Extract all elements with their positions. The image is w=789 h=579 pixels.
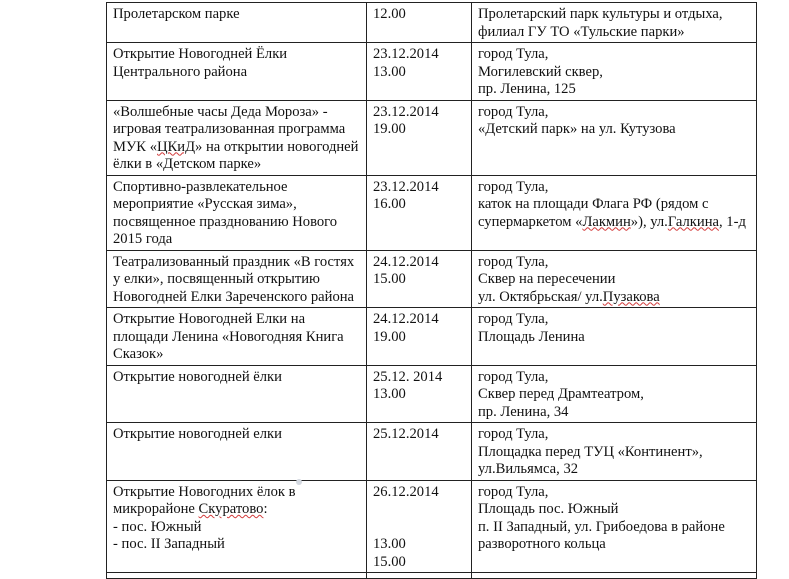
place-cell: город Тула, Могилевский сквер, пр. Ленина, 125 bbox=[472, 43, 757, 101]
events-table bbox=[106, 2, 757, 579]
event-cell: Спортивно-развлекательное мероприятие «Русская зима», посвященное празднованию Нового 2015 года bbox=[107, 175, 367, 250]
table-row bbox=[107, 365, 757, 423]
table-row bbox=[107, 100, 757, 175]
event-cell: Открытие Новогодней Елки на площади Ленина «Новогодняя Книга Сказок» bbox=[107, 308, 367, 366]
datetime-cell: 12.00 bbox=[367, 3, 472, 43]
spellcheck-mark: Скуратово bbox=[198, 501, 264, 517]
cell-empty bbox=[472, 573, 757, 579]
datetime-cell: 26.12.2014 13.00 15.00 bbox=[367, 480, 472, 573]
event-cell: Открытие Новогодней Ёлки Центрального района bbox=[107, 43, 367, 101]
table-row bbox=[107, 308, 757, 366]
event-cell: Пролетарском парке bbox=[107, 3, 367, 43]
table-row-partial bbox=[107, 573, 757, 579]
place-cell: город Тула, «Детский парк» на ул. Кутузова bbox=[472, 100, 757, 175]
place-cell: город Тула, Сквер перед Драмтеатром, пр. Ленина, 34 bbox=[472, 365, 757, 423]
event-cell: Открытие Новогодних ёлок в микрорайоне Скуратово: - пос. Южный - пос. II Западный bbox=[107, 480, 367, 573]
event-cell: Театрализованный праздник «В гостях у елки», посвященный открытию Новогодней Елки Зареченского района bbox=[107, 250, 367, 308]
datetime-cell: 24.12.2014 15.00 bbox=[367, 250, 472, 308]
cell-empty bbox=[367, 573, 472, 579]
table-row bbox=[107, 3, 757, 43]
spellcheck-mark: Пузакова bbox=[602, 288, 660, 305]
datetime-cell: 23.12.2014 13.00 bbox=[367, 43, 472, 101]
datetime-cell: 25.12.2014 bbox=[367, 423, 472, 481]
cell-empty bbox=[107, 573, 367, 579]
datetime-cell: 23.12.2014 16.00 bbox=[367, 175, 472, 250]
spellcheck-mark: Лакмин bbox=[582, 213, 631, 230]
table-row bbox=[107, 175, 757, 250]
spellcheck-mark: Галкина bbox=[667, 213, 719, 230]
table-row bbox=[107, 250, 757, 308]
datetime-cell: 23.12.2014 19.00 bbox=[367, 100, 472, 175]
table-row bbox=[107, 480, 757, 573]
place-cell: город Тула, каток на площади Флага РФ (рядом с супермаркетом «Лакмин»), ул.Галкина, 1-д bbox=[472, 175, 757, 250]
place-cell: город Тула, Площадь пос. Южный п. II Западный, ул. Грибоедова в районе разворотного кольца bbox=[472, 480, 757, 573]
event-cell: «Волшебные часы Деда Мороза» - игровая театрализованная программа МУК «ЦКиД» на открытии новогодней ёлки в «Детском парке» bbox=[107, 100, 367, 175]
place-cell: город Тула, Сквер на пересечении ул. Октябрьская/ ул.Пузакова bbox=[472, 250, 757, 308]
place-cell: город Тула, Площадь Ленина bbox=[472, 308, 757, 366]
event-cell: Открытие новогодней елки bbox=[107, 423, 367, 481]
datetime-cell: 24.12.2014 19.00 bbox=[367, 308, 472, 366]
table-row bbox=[107, 43, 757, 101]
table-row bbox=[107, 423, 757, 481]
event-cell: Открытие новогодней ёлки bbox=[107, 365, 367, 423]
place-cell: город Тула, Площадка перед ТУЦ «Континент», ул.Вильямса, 32 bbox=[472, 423, 757, 481]
datetime-cell: 25.12. 2014 13.00 bbox=[367, 365, 472, 423]
place-cell: Пролетарский парк культуры и отдыха, филиал ГУ ТО «Тульские парки» bbox=[472, 3, 757, 43]
spellcheck-mark: ЦКиД bbox=[157, 138, 196, 155]
